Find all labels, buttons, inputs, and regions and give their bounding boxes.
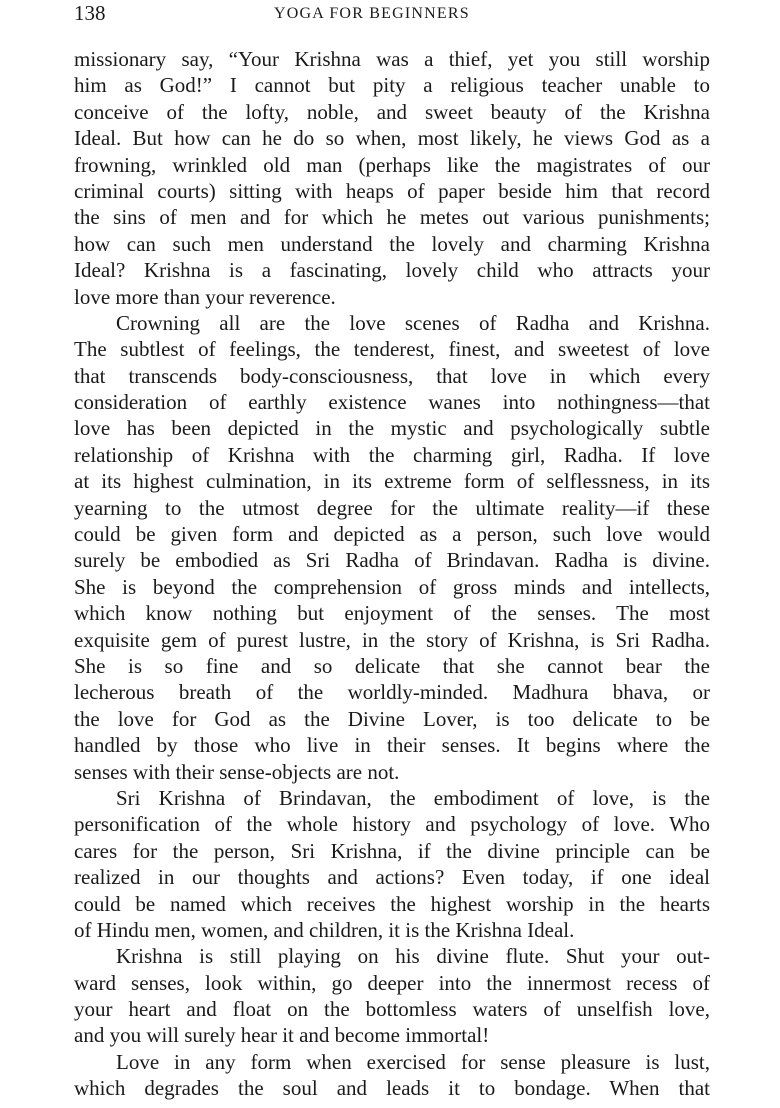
text-line: cares for the person, Sri Krishna, if the divine principle can be	[74, 838, 710, 863]
text-line: how can such men understand the lovely and charming Krishna	[74, 231, 710, 256]
text-line: Ideal? Krishna is a fascinating, lovely child who attracts your	[74, 258, 710, 283]
text-line: relationship of Krishna with the charming girl, Radha. If love	[74, 442, 710, 467]
text-line: The subtlest of feelings, the tenderest, finest, and sweetest of love	[74, 337, 710, 362]
text-line: the love for God as the Divine Lover, is too delicate to be	[74, 706, 710, 731]
book-title: YOGA FOR BEGINNERS	[274, 5, 470, 22]
text-line: Ideal. But how can he do so when, most likely, he views God as a	[74, 126, 710, 151]
text-line: that transcends body-consciousness, that love in which every	[74, 363, 710, 388]
text-line: could be named which receives the highest worship in the hearts	[74, 891, 710, 916]
body-text	[74, 46, 710, 1102]
text-line: conceive of the lofty, noble, and sweet beauty of the Krishna	[74, 99, 710, 124]
text-line: exquisite gem of purest lustre, in the story of Krishna, is Sri Radha.	[74, 627, 710, 652]
text-line: Love in any form when exercised for sense pleasure is lust,	[116, 1049, 710, 1074]
text-line: missionary say, “Your Krishna was a thief, yet you still worship	[74, 47, 710, 71]
text-line: ward senses, look within, go deeper into the innermost recess of	[74, 970, 710, 995]
text-line: senses with their sense-objects are not.	[74, 759, 400, 784]
text-line: could be given form and depicted as a person, such love would	[74, 522, 710, 547]
text-line: frowning, wrinkled old man (perhaps like the magistrates of our	[74, 152, 710, 177]
text-line: of Hindu men, women, and children, it is the Krishna Ideal.	[74, 917, 575, 942]
text-line: handled by those who live in their senses. It begins where the	[74, 733, 710, 758]
text-line: realized in our thoughts and actions? Even today, if one ideal	[74, 865, 710, 890]
text-line: love has been depicted in the mystic and psychologically subtle	[74, 416, 710, 441]
page-number: 138	[74, 1, 106, 25]
text-line: and you will surely hear it and become immortal!	[74, 1023, 490, 1048]
text-line: consideration of earthly existence wanes into nothingness—that	[74, 390, 710, 415]
text-line: him as God!” I cannot but pity a religious teacher unable to	[74, 73, 710, 98]
text-line: Krishna is still playing on his divine flute. Shut your out-	[116, 944, 710, 969]
text-line: love more than your reverence.	[74, 284, 336, 309]
text-line: personification of the whole history and psychology of love. Who	[74, 812, 710, 837]
text-line: Crowning all are the love scenes of Radha and Krishna.	[116, 310, 710, 335]
text-line: which degrades the soul and leads it to bondage. When that	[74, 1076, 710, 1101]
text-line: the sins of men and for which he metes out various punishments;	[74, 205, 710, 230]
text-line: lecherous breath of the worldly-minded. Madhura bhava, or	[74, 680, 710, 705]
text-line: She is beyond the comprehension of gross minds and intellects,	[74, 574, 710, 599]
running-head	[74, 0, 714, 26]
text-line: yearning to the utmost degree for the ultimate reality—if these	[74, 495, 710, 520]
text-line: at its highest culmination, in its extreme form of selflessness, in its	[74, 469, 710, 494]
text-line: your heart and float on the bottomless waters of unselfish love,	[74, 997, 710, 1022]
text-line: She is so fine and so delicate that she cannot bear the	[74, 653, 710, 678]
text-line: Sri Krishna of Brindavan, the embodiment of love, is the	[116, 785, 710, 810]
text-line: criminal courts) sitting with heaps of paper beside him that record	[74, 178, 710, 203]
text-line: surely be embodied as Sri Radha of Brindavan. Radha is divine.	[74, 548, 710, 573]
text-line: which know nothing but enjoyment of the senses. The most	[74, 601, 710, 626]
